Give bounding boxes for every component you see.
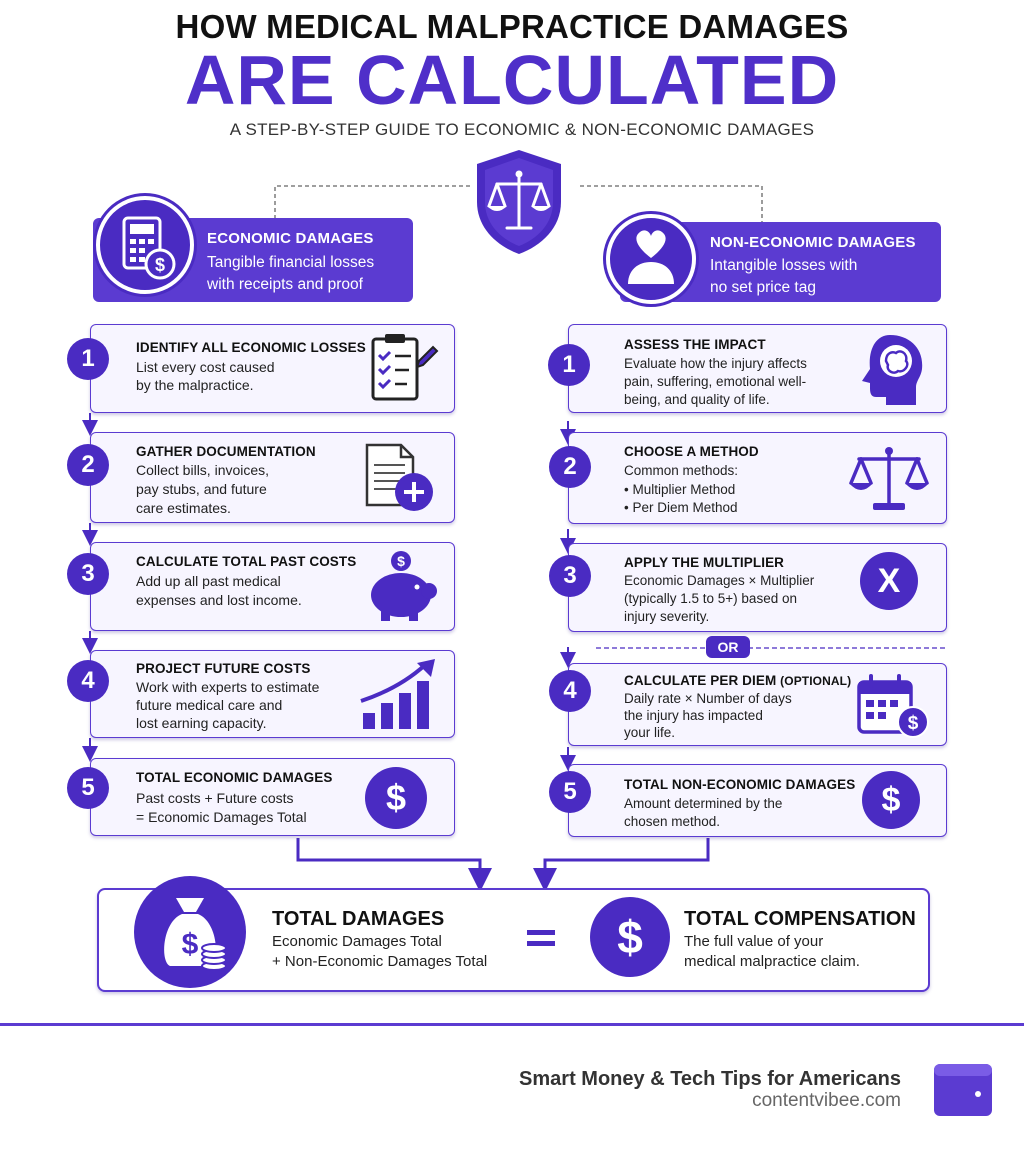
economic-step-4-card [90,650,455,738]
scales-icon [847,445,931,513]
total-compensation-title: TOTAL COMPENSATION [684,908,916,930]
economic-step-4-title: PROJECT FUTURE COSTS [136,661,311,676]
non-economic-step-5-number: 5 [549,771,591,813]
svg-text:$: $ [181,928,199,961]
multiply-x-icon: X [860,552,918,610]
non-economic-step-1-number: 1 [548,344,590,386]
equals-icon [527,930,555,952]
economic-header-title: ECONOMIC DAMAGES [207,230,374,247]
non-economic-header-desc-line1: Intangible losses with [710,257,858,274]
total-compensation-line1: The full value of your [684,933,824,950]
economic-step-5-number: 5 [67,767,109,809]
non-economic-step-4-text-line1: Daily rate × Number of days [624,691,792,706]
economic-header-desc-line1: Tangible financial losses [207,254,375,271]
economic-step-1-text-line2: by the malpractice. [136,377,254,393]
non-economic-step-4-text-line3: your life. [624,725,676,740]
non-economic-step-2-number: 2 [549,446,591,488]
economic-step-3-title: CALCULATE TOTAL PAST COSTS [136,554,357,569]
non-economic-step-2-text-line2: • Multiplier Method [624,482,736,497]
economic-step-4-text-line3: lost earning capacity. [136,715,267,731]
growth-chart-icon [359,657,441,733]
economic-step-3-number: 3 [67,553,109,595]
economic-step-4-number: 4 [67,660,109,702]
non-economic-step-1-title: ASSESS THE IMPACT [624,337,766,352]
economic-step-2-text-line3: care estimates. [136,500,231,516]
economic-step-1-card [90,324,455,413]
economic-step-3-text-line2: expenses and lost income. [136,592,302,608]
economic-header-desc-line2: with receipts and proof [207,276,363,293]
non-economic-step-3-title: APPLY THE MULTIPLIER [624,555,785,570]
dollar-icon: $ [365,767,427,829]
non-economic-step-4-title-suffix: (OPTIONAL) [780,674,852,688]
non-economic-step-1-card [568,324,947,413]
scales-of-justice-shield-icon [473,148,565,256]
svg-text:$: $ [397,553,405,569]
economic-step-2-text-line2: pay stubs, and future [136,481,267,497]
page-title-line2: ARE CALCULATED [184,41,840,119]
non-economic-step-5-title: TOTAL NON-ECONOMIC DAMAGES [624,777,856,792]
non-economic-step-4-text-line2: the injury has impacted [624,708,763,723]
non-economic-step-4-number: 4 [549,670,591,712]
non-economic-step-2-title: CHOOSE A METHOD [624,444,759,459]
clipboard-checklist-icon [369,331,441,405]
footer-tagline: Smart Money & Tech Tips for Americans [519,1068,901,1090]
or-divider-badge: OR [706,636,750,658]
economic-step-2-number: 2 [67,444,109,486]
dollar-icon: $ [862,771,920,829]
footer-divider [0,1023,1024,1026]
non-economic-step-1-text-line3: being, and quality of life. [624,392,770,407]
non-economic-step-5-text-line2: chosen method. [624,814,721,829]
page-subtitle: A STEP-BY-STEP GUIDE TO ECONOMIC & NON-ECONOMIC DAMAGES [229,120,815,139]
non-economic-step-4-title [624,673,851,688]
economic-step-2-card [90,432,455,523]
economic-step-2-text-line1: Collect bills, invoices, [136,462,270,478]
economic-step-1-number: 1 [67,338,109,380]
page-title-line1: HOW MEDICAL MALPRACTICE DAMAGES [175,8,849,45]
non-economic-step-2-text-line3: • Per Diem Method [624,500,738,515]
economic-step-3-text-line1: Add up all past medical [136,573,281,589]
dollar-icon: $ [590,897,670,977]
non-economic-step-2-card [568,432,947,524]
piggy-bank-icon [361,549,443,623]
economic-step-5-text-line1: Past costs + Future costs [136,790,294,806]
non-economic-step-5-card [568,764,947,837]
non-economic-step-4-title-text: CALCULATE PER DIEM [624,673,777,688]
svg-text:$: $ [907,713,919,734]
non-economic-step-4-card [568,663,947,746]
economic-step-5-title: TOTAL ECONOMIC DAMAGES [136,770,333,785]
non-economic-step-3-number: 3 [549,555,591,597]
total-damages-line2: + Non-Economic Damages Total [272,953,488,970]
economic-step-1-title: IDENTIFY ALL ECONOMIC LOSSES [136,340,366,355]
footer-site-link[interactable]: contentvibee.com [752,1090,901,1111]
svg-text:$: $ [154,255,166,275]
economic-step-1-text-line1: List every cost caused [136,359,275,375]
non-economic-step-3-card [568,543,947,632]
non-economic-step-3-text-line3: injury severity. [624,609,710,624]
calculator-dollar-icon [96,196,194,294]
non-economic-header-desc-line2: no set price tag [710,279,816,296]
wallet-icon [932,1062,994,1118]
non-economic-step-2-text-line1: Common methods: [624,463,739,478]
economic-step-4-text-line1: Work with experts to estimate [136,679,320,695]
total-damages-title: TOTAL DAMAGES [272,908,445,930]
economic-step-5-card [90,758,455,836]
total-damages-line1: Economic Damages Total [272,933,442,950]
document-plus-icon [363,441,441,517]
economic-step-4-text-line2: future medical care and [136,697,283,713]
person-heart-icon [606,214,696,304]
non-economic-step-5-text-line1: Amount determined by the [624,796,783,811]
non-economic-step-3-text-line2: (typically 1.5 to 5+) based on [624,591,797,606]
economic-step-5-text-line2: = Economic Damages Total [136,809,307,825]
money-bag-icon [134,876,246,988]
non-economic-step-3-text-line1: Economic Damages × Multiplier [624,573,815,588]
non-economic-step-1-text-line1: Evaluate how the injury affects [624,356,807,371]
head-brain-icon [856,331,928,409]
economic-step-2-title: GATHER DOCUMENTATION [136,444,316,459]
non-economic-header-title: NON-ECONOMIC DAMAGES [710,234,916,251]
non-economic-step-1-text-line2: pain, suffering, emotional well- [624,374,807,389]
calendar-dollar-icon [855,672,933,740]
economic-step-3-card [90,542,455,631]
total-compensation-line2: medical malpractice claim. [684,953,860,970]
